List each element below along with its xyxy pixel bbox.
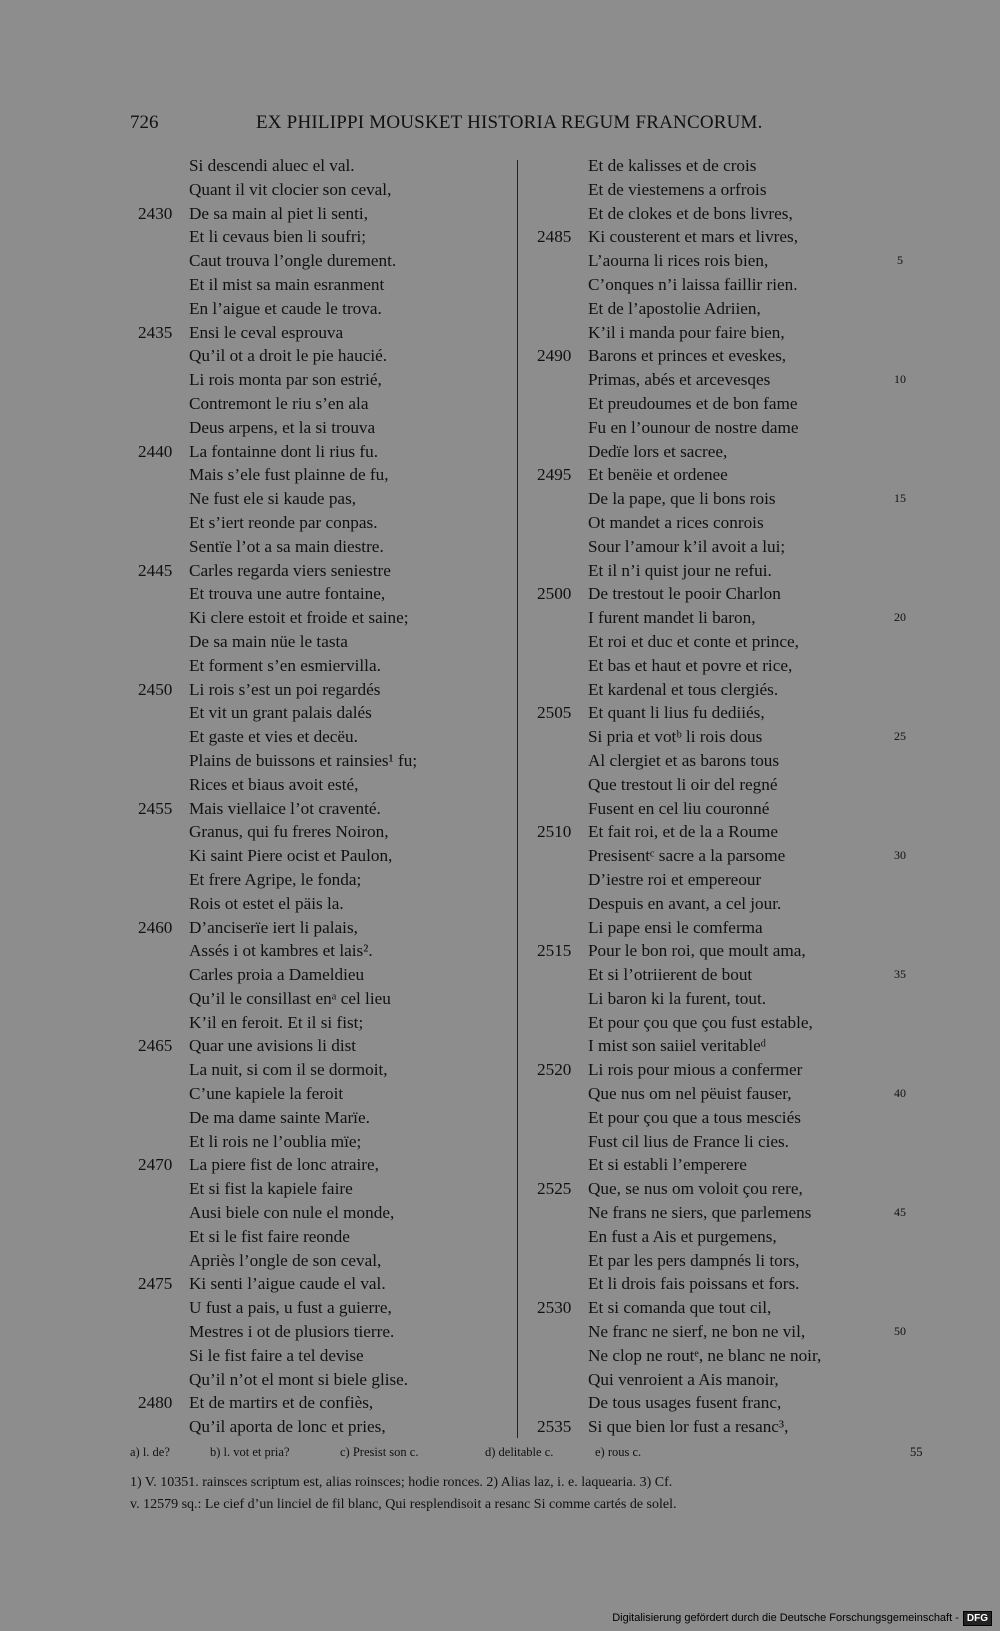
verse-text: Assés i ot kambres et lais².	[189, 941, 373, 961]
verse-text: Al clergiet et as barons tous	[588, 750, 780, 770]
verse-text: Et li drois fais poissans et fors.	[588, 1274, 800, 1294]
verse-line	[520, 1034, 930, 1058]
verse-text: K’il i manda pour faire bien,	[588, 322, 785, 342]
verse-text: Presisentᶜ sacre a la parsome	[588, 846, 786, 866]
verse-line	[0, 1415, 515, 1439]
verse-text: D’anciserïe iert li palais,	[189, 917, 358, 937]
verse-line	[520, 987, 930, 1011]
verse-text: Et roi et duc et conte et prince,	[588, 631, 799, 651]
verse-line	[0, 559, 515, 583]
verse-line	[0, 344, 515, 368]
verse-line	[520, 749, 930, 773]
verse-text: Carles regarda viers seniestre	[189, 560, 391, 580]
verse-text: D’iestre roi et empereour	[588, 869, 762, 889]
verse-line	[520, 1082, 930, 1106]
verse-text: Contremont le riu s’en ala	[189, 393, 369, 413]
verse-text: La piere fist de lonc atraire,	[189, 1155, 379, 1175]
variant-b: b) l. vot et pria?	[210, 1445, 290, 1459]
verse-line	[520, 1106, 930, 1130]
verse-line	[0, 1272, 515, 1296]
verse-line	[520, 297, 930, 321]
verse-text: Si le fist faire a tel devise	[189, 1345, 364, 1365]
verse-number: 2440	[138, 441, 173, 461]
verse-text: Li rois s’est un poi regardés	[189, 679, 381, 699]
verse-text: Et preudoumes et de bon fame	[588, 393, 798, 413]
verse-line	[520, 368, 930, 392]
verse-text: Ne clop ne routᵉ, ne blanc ne noir,	[588, 1345, 822, 1365]
verse-line	[520, 154, 930, 178]
verse-line	[520, 963, 930, 987]
verse-line	[0, 630, 515, 654]
variant-d: d) delitable c.	[485, 1445, 554, 1459]
verse-line	[0, 225, 515, 249]
verse-text: Qu’il aporta de lonc et pries,	[189, 1417, 386, 1437]
verse-text: Fu en l’ounour de nostre dame	[588, 417, 799, 437]
verse-line	[520, 1344, 930, 1368]
verse-text: Et si le fist faire reonde	[189, 1226, 350, 1246]
margin-number: 20	[894, 610, 906, 625]
verse-text: Et li rois ne l’oublia mïe;	[189, 1131, 362, 1151]
verse-text: Sour l’amour k’il avoit a lui;	[588, 536, 786, 556]
verse-text: Et pour çou que çou fust estable,	[588, 1012, 813, 1032]
verse-line	[0, 844, 515, 868]
verse-line	[0, 416, 515, 440]
verse-text: Et pour çou que a tous mesciés	[588, 1107, 801, 1127]
verse-line	[520, 773, 930, 797]
verse-line	[0, 916, 515, 940]
verse-text: Li rois pour mious a confermer	[588, 1060, 803, 1080]
verse-line	[0, 487, 515, 511]
verse-text: Si pria et votᵇ li rois dous	[588, 727, 763, 747]
verse-line	[520, 797, 930, 821]
verse-line	[520, 1320, 930, 1344]
verse-line	[520, 820, 930, 844]
verse-text: Et forment s’en esmiervilla.	[189, 655, 381, 675]
verse-line	[520, 606, 930, 630]
verse-text: Sentïe l’ot a sa main diestre.	[189, 536, 384, 556]
margin-number: 50	[894, 1324, 906, 1339]
verse-line	[520, 535, 930, 559]
verse-line	[0, 654, 515, 678]
verse-number: 2495	[537, 465, 572, 485]
verse-line	[0, 1058, 515, 1082]
verse-text: Et de viestemens a orfrois	[588, 179, 767, 199]
verse-text: Li rois monta par son estrié,	[189, 370, 382, 390]
verse-line	[0, 1153, 515, 1177]
verse-line	[520, 1153, 930, 1177]
verse-line	[520, 344, 930, 368]
dfg-logo-icon: DFG	[963, 1611, 992, 1626]
verse-text: Et gaste et vies et decëu.	[189, 727, 358, 747]
verse-text: Et quant li lius fu dediiés,	[588, 703, 765, 723]
verse-line	[520, 416, 930, 440]
verse-line	[520, 487, 930, 511]
verse-text: Et si establi l’emperere	[588, 1155, 747, 1175]
verse-line	[0, 963, 515, 987]
page-number: 726	[130, 112, 159, 133]
verse-line	[0, 1106, 515, 1130]
verse-line	[520, 678, 930, 702]
variant-c: c) Presist son c.	[340, 1445, 419, 1459]
verse-number: 2485	[537, 227, 572, 247]
verse-number: 2460	[138, 917, 173, 937]
right-verse-column	[520, 154, 930, 1439]
verse-text: Et si comanda que tout cil,	[588, 1298, 772, 1318]
verse-text: Et bas et haut et povre et rice,	[588, 655, 793, 675]
margin-number: 45	[894, 1205, 906, 1220]
verse-text: Ne frans ne siers, que parlemens	[588, 1203, 812, 1223]
verse-text: Mais s’ele fust plainne de fu,	[189, 465, 389, 485]
verse-line	[0, 1320, 515, 1344]
verse-text: Qui venroient a Ais manoir,	[588, 1369, 779, 1389]
variant-a: a) l. de?	[130, 1445, 170, 1459]
verse-text: Et vit un grant palais dalés	[189, 703, 372, 723]
verse-line	[0, 440, 515, 464]
verse-text: Despuis en avant, a cel jour.	[588, 893, 782, 913]
verse-text: Rices et biaus avoit esté,	[189, 774, 359, 794]
verse-number: 2470	[138, 1155, 173, 1175]
verse-text: Caut trouva l’ongle durement.	[189, 251, 397, 271]
verse-line	[520, 511, 930, 535]
margin-number: 35	[894, 967, 906, 982]
verse-text: Et fait roi, et de la a Roume	[588, 822, 778, 842]
verse-number: 2515	[537, 941, 572, 961]
verse-line	[0, 1201, 515, 1225]
verse-line	[0, 820, 515, 844]
verse-line	[0, 582, 515, 606]
verse-text: Et par les pers dampnés li tors,	[588, 1250, 800, 1270]
verse-line	[0, 987, 515, 1011]
verse-text: I mist son saiiel veritableᵈ	[588, 1036, 767, 1056]
verse-text: Ne franc ne sierf, ne bon ne vil,	[588, 1322, 806, 1342]
verse-text: Mestres i ot de plusiors tierre.	[189, 1322, 395, 1342]
verse-line	[520, 1058, 930, 1082]
verse-text: Rois ot estet el päis la.	[189, 893, 344, 913]
verse-text: Ne fust ele si kaude pas,	[189, 489, 357, 509]
margin-number: 40	[894, 1086, 906, 1101]
verse-text: Si descendi aluec el val.	[189, 156, 355, 175]
verse-line	[520, 1130, 930, 1154]
verse-text: De la pape, que li bons rois	[588, 489, 776, 509]
page-header	[0, 112, 1000, 142]
verse-line	[520, 321, 930, 345]
variant-e: e) rous c.	[595, 1445, 642, 1459]
verse-line	[0, 297, 515, 321]
verse-line	[520, 178, 930, 202]
verse-text: Que trestout li oir del regné	[588, 774, 778, 794]
verse-line	[520, 892, 930, 916]
verse-number: 2530	[537, 1298, 572, 1318]
verse-number: 2435	[138, 322, 173, 342]
footer-text: Digitalisierung gefördert durch die Deutsche Forschungsgemeinschaft -	[612, 1612, 959, 1624]
verse-line	[0, 725, 515, 749]
verse-number: 2520	[537, 1060, 572, 1080]
verse-text: Carles proia a Dameldieu	[189, 965, 365, 985]
verse-text: Et kardenal et tous clergiés.	[588, 679, 779, 699]
verse-text: La nuit, si com il se dormoit,	[189, 1060, 388, 1080]
verse-number: 2480	[138, 1393, 173, 1413]
verse-number: 2510	[537, 822, 572, 842]
verse-line	[520, 202, 930, 226]
verse-line	[0, 249, 515, 273]
verse-text: Que, se nus om voloit çou rere,	[588, 1179, 803, 1199]
margin-number: 25	[894, 729, 906, 744]
verse-number: 2430	[138, 203, 173, 223]
verse-text: Et benëie et ordenee	[588, 465, 728, 485]
verse-text: Li pape ensi le comferma	[588, 917, 763, 937]
verse-text: Ki cousterent et mars et livres,	[588, 227, 799, 247]
verse-line	[520, 559, 930, 583]
verse-line	[0, 511, 515, 535]
verse-text: De sa main nüe le tasta	[189, 631, 348, 651]
verse-text: Et de l’apostolie Adriien,	[588, 298, 761, 318]
verse-text: I furent mandet li baron,	[588, 608, 756, 628]
digitization-footer	[612, 1609, 992, 1627]
verse-text: En fust a Ais et purgemens,	[588, 1226, 777, 1246]
verse-line	[520, 392, 930, 416]
verse-text: De sa main al piet li senti,	[189, 203, 368, 223]
verse-line	[520, 916, 930, 940]
verse-line	[0, 749, 515, 773]
verse-text: Mais viellaice l’ot craventé.	[189, 798, 381, 818]
margin-number: 30	[894, 848, 906, 863]
verse-line	[0, 368, 515, 392]
left-verse-column	[0, 154, 515, 1439]
verse-text: Ki senti l’aigue caude el val.	[189, 1274, 386, 1294]
verse-text: Et de martirs et de confiès,	[189, 1393, 374, 1413]
verse-line	[520, 1415, 930, 1439]
verse-line	[0, 1225, 515, 1249]
verse-line	[520, 939, 930, 963]
verse-text: Quar une avisions li dist	[189, 1036, 357, 1056]
verse-line	[0, 392, 515, 416]
verse-line	[520, 440, 930, 464]
verse-line	[0, 1296, 515, 1320]
verse-text: C’une kapiele la feroit	[189, 1084, 344, 1104]
verse-text: Et de clokes et de bons livres,	[588, 203, 793, 223]
verse-number: 2455	[138, 798, 173, 818]
verse-line	[520, 1272, 930, 1296]
margin-number-55: 55	[910, 1445, 923, 1459]
verse-text: La fontainne dont li rius fu.	[189, 441, 379, 461]
verse-line	[520, 225, 930, 249]
verse-text: Plains de buissons et rainsies¹ fu;	[189, 750, 418, 770]
verse-line	[0, 273, 515, 297]
verse-line	[0, 321, 515, 345]
verse-text: Dedïe lors et sacree,	[588, 441, 728, 461]
verse-text: Fusent en cel liu couronné	[588, 798, 770, 818]
verse-line	[520, 725, 930, 749]
margin-number: 10	[894, 372, 906, 387]
verse-line	[520, 1177, 930, 1201]
verse-line	[0, 701, 515, 725]
verse-text: Pour le bon roi, que moult ama,	[588, 941, 806, 961]
verse-text: Quant il vit clocier son ceval,	[189, 179, 392, 199]
verse-line	[520, 1391, 930, 1415]
variant-readings	[130, 1445, 930, 1465]
verse-number: 2490	[537, 346, 572, 366]
verse-text: Fust cil lius de France li cies.	[588, 1131, 789, 1151]
verse-line	[520, 868, 930, 892]
verse-text: Primas, abés et arcevesqes	[588, 370, 771, 390]
verse-line	[520, 630, 930, 654]
footnotes	[130, 1472, 910, 1516]
running-title: EX PHILIPPI MOUSKET HISTORIA REGUM FRANCORUM.	[256, 112, 763, 133]
verse-text: C’onques n’i laissa faillir rien.	[588, 274, 798, 294]
verse-line	[0, 797, 515, 821]
verse-line	[0, 463, 515, 487]
verse-text: De ma dame sainte Marïe.	[189, 1107, 370, 1127]
footnote-line: v. 12579 sq.: Le cief d’un linciel de fil blanc, Qui resplendisoit a resanc Si comme cartés de solel.	[130, 1497, 677, 1512]
verse-number: 2450	[138, 679, 173, 699]
verse-line	[0, 535, 515, 559]
footnote-line: 1) V. 10351. rainsces scriptum est, alias roinsces; hodie ronces. 2) Alias laz, i. e. laquearia. 3) Cf.	[130, 1475, 673, 1490]
margin-number: 5	[897, 253, 903, 268]
verse-text: L’aourna li rices rois bien,	[588, 251, 769, 271]
verse-number: 2465	[138, 1036, 173, 1056]
verse-line	[0, 1130, 515, 1154]
verse-line	[520, 701, 930, 725]
verse-text: Ensi le ceval esprouva	[189, 322, 344, 342]
verse-line	[0, 1368, 515, 1392]
verse-text: Et il mist sa main esranment	[189, 274, 385, 294]
verse-text: Et de kalisses et de crois	[588, 156, 757, 175]
verse-line	[520, 1011, 930, 1035]
verse-text: De tous usages fusent franc,	[588, 1393, 782, 1413]
verse-line	[0, 178, 515, 202]
verse-line	[520, 582, 930, 606]
verse-text: K’il en feroit. Et il si fist;	[189, 1012, 364, 1032]
column-divider	[517, 160, 518, 1438]
verse-text: Barons et princes et eveskes,	[588, 346, 787, 366]
verse-line	[0, 1177, 515, 1201]
verse-line	[520, 1225, 930, 1249]
verse-line	[0, 1344, 515, 1368]
verse-number: 2445	[138, 560, 173, 580]
verse-line	[520, 463, 930, 487]
verse-text: Qu’il le consillast enᵃ cel lieu	[189, 988, 391, 1008]
verse-line	[520, 844, 930, 868]
verse-line	[520, 273, 930, 297]
verse-text: De trestout le pooir Charlon	[588, 584, 781, 604]
verse-text: Que nus om nel pëuist fauser,	[588, 1084, 792, 1104]
verse-text: Granus, qui fu freres Noiron,	[189, 822, 389, 842]
verse-number: 2525	[537, 1179, 572, 1199]
verse-line	[0, 1011, 515, 1035]
verse-line	[520, 1249, 930, 1273]
verse-line	[0, 678, 515, 702]
verse-text: Et frere Agripe, le fonda;	[189, 869, 362, 889]
verse-line	[520, 1296, 930, 1320]
verse-text: Et si fist la kapiele faire	[189, 1179, 353, 1199]
verse-text: Ausi biele con nule el monde,	[189, 1203, 395, 1223]
verse-line	[520, 1368, 930, 1392]
verse-number: 2535	[537, 1417, 572, 1437]
verse-line	[0, 939, 515, 963]
verse-line	[520, 249, 930, 273]
verse-text: Ot mandet a rices conrois	[588, 512, 764, 532]
verse-text: Ki clere estoit et froide et saine;	[189, 608, 409, 628]
verse-text: En l’aigue et caude le trova.	[189, 298, 382, 318]
verse-text: Et li cevaus bien li soufri;	[189, 227, 367, 247]
verse-text: Si que bien lor fust a resanc³,	[588, 1417, 789, 1437]
verse-text: Qu’il ot a droit le pie haucié.	[189, 346, 388, 366]
verse-text: Li baron ki la furent, tout.	[588, 988, 767, 1008]
verse-text: Et si l’otriierent de bout	[588, 965, 753, 985]
verse-line	[0, 1082, 515, 1106]
verse-text: Et il n’i quist jour ne refui.	[588, 560, 772, 580]
verse-line	[0, 1249, 515, 1273]
verse-line	[0, 1034, 515, 1058]
verse-text: Et s’iert reonde par conpas.	[189, 512, 378, 532]
verse-line	[0, 892, 515, 916]
verse-line	[520, 1201, 930, 1225]
verse-line	[0, 868, 515, 892]
verse-line	[0, 202, 515, 226]
verse-text: Qu’il n’ot el mont si biele glise.	[189, 1369, 409, 1389]
verse-text: Ki saint Piere ocist et Paulon,	[189, 846, 393, 866]
verse-line	[0, 154, 515, 178]
verse-number: 2500	[537, 584, 572, 604]
verse-text: U fust a pais, u fust a guierre,	[189, 1298, 392, 1318]
verse-line	[0, 1391, 515, 1415]
verse-line	[520, 654, 930, 678]
verse-text: Et trouva une autre fontaine,	[189, 584, 386, 604]
verse-line	[0, 606, 515, 630]
verse-text: Apriès l’ongle de son ceval,	[189, 1250, 382, 1270]
verse-line	[0, 773, 515, 797]
margin-number: 15	[894, 491, 906, 506]
verse-number: 2505	[537, 703, 572, 723]
verse-number: 2475	[138, 1274, 173, 1294]
verse-text: Deus arpens, et la si trouva	[189, 417, 376, 437]
